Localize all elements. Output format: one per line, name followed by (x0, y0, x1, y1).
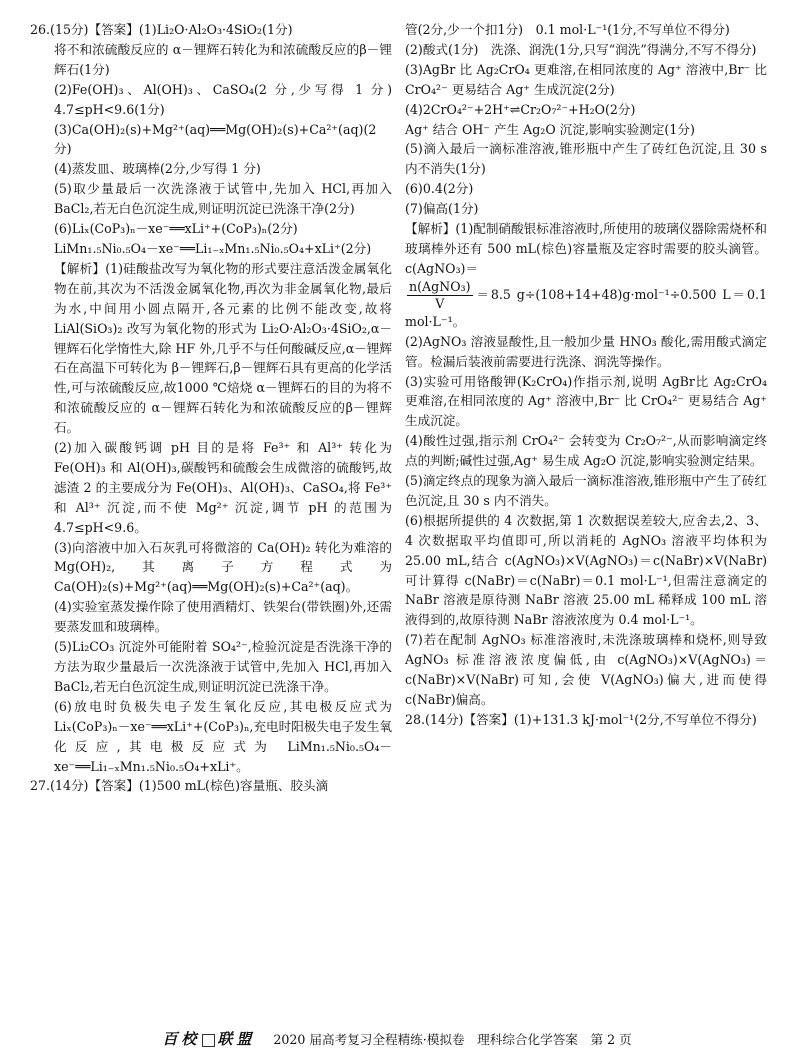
paragraph: (6)根据所提供的 4 次数据,第 1 次数据误差较大,应舍去,2、3、4 次数据取平均值即可,所以消耗的 AgNO₃ 溶液平均体积为 25.00 mL,结合 c(AgNO₃)×V(AgNO₃)＝c(NaBr)×V(NaBr)可计算得 c(NaBr)＝c(NaBr)＝0.1 mol·L⁻¹,但需注意滴定的 NaBr 溶液是原待测 NaBr 溶液 25.00 mL 稀释成 100 mL 溶液得到的,故原待测 NaBr 溶液浓度为 0.4 mol·L⁻¹。 (405, 512, 767, 628)
paragraph: (2)Fe(OH)₃、Al(OH)₃、CaSO₄(2 分,少写得 1 分) 4.7≤pH<9.6(1分) (54, 81, 405, 117)
paragraph: Ag⁺ 结合 OH⁻ 产生 Ag₂O 沉淀,影响实验测定(1分) (405, 121, 695, 137)
paragraph: 将不和浓硫酸反应的 α－锂辉石转化为和浓硫酸反应的β－锂辉石(1分) (54, 41, 392, 77)
paragraph: (3)实验可用铬酸钾(K₂CrO₄)作指示剂,说明 AgBr比 Ag₂CrO₄ 更难溶,在相同浓度的 Ag⁺ 溶液中,Br⁻ 比 CrO₄²⁻ 更易结合 Ag⁺ 生成沉淀。 (405, 373, 767, 429)
paragraph: (3)AgBr 比 Ag₂CrO₄ 更难溶,在相同浓度的 Ag⁺ 溶液中,Br⁻ 比 CrO₄²⁻ 更易结合 Ag⁺ 生成沉淀(2分) (405, 61, 767, 97)
formula-rest: ＝8.5 g÷(108+14+48)g·mol⁻¹÷0.500 L＝0.1 mol·L⁻¹。 (405, 286, 767, 329)
paragraph: (5)滴定终点的现象为滴入最后一滴标准溶液,锥形瓶中产生了砖红色沉淀,且 30 s 内不消失。 (405, 473, 767, 508)
paragraph: (3)Ca(OH)₂(s)+Mg²⁺(aq)══Mg(OH)₂(s)+Ca²⁺(aq)(2分) (54, 121, 377, 157)
paragraph: 28.(14分)【答案】(1)+131.3 kJ·mol⁻¹(2分,不写单位不得分) (405, 711, 757, 727)
paragraph: 【解析】(1)硅酸盐改写为氧化物的形式要注意活泼金属氧化物在前,其次为不活泼金属氧化物,再次为非金属氧化物,最后为水,中间用小圆点隔开,各元素的比例不能改变,故将 LiAl(SiO₃)₂ 改写为氧化物的形式为 Li₂O·Al₂O₃·4SiO₂,α－锂辉石化学惰性大,除 HF 外,几乎不与任何酸碱反应,α－锂辉石在高温下可转化为 β－锂辉石,β－锂辉石具有更高的化学活性,可与浓硫酸反应,故1000 ℃焙烧 α－锂辉石的目的为将不和浓硫酸反应的 α－锂辉石转化为和浓硫酸反应的β－锂辉石。 (54, 260, 392, 436)
right-column-part-a (405, 20, 767, 279)
paragraph: 【解析】(1)配制硝酸银标准溶液时,所使用的玻璃仪器除需烧杯和玻璃棒外还有 500 mL(棕色)容量瓶及定容时需要的胶头滴管。c(AgNO₃)＝ (405, 221, 767, 276)
paragraph: (7)偏高(1分) (405, 201, 479, 217)
concentration-formula (405, 279, 767, 332)
footer-text: 2020 届高考复习全程精练·模拟卷 理科综合化学答案 第 2 页 (273, 1032, 632, 1047)
paragraph: (4)蒸发皿、玻璃棒(2分,少写得 1 分) (54, 161, 261, 177)
brand-logo: 百校 联盟 (162, 1030, 256, 1048)
page-footer (0, 1026, 794, 1052)
paragraph: (4)酸性过强,指示剂 CrO₄²⁻ 会转变为 Cr₂O₇²⁻,从而影响滴定终点的判断;碱性过强,Ag⁺ 易生成 Ag₂O 沉淀,影响实验测定结果。 (405, 433, 767, 469)
right-column-part-b (405, 332, 767, 730)
paragraph: (6)放电时负极失电子发生氧化反应,其电极反应式为 Liₓ(CoP₃)ₙ－xe⁻══xLi⁺+(CoP₃)ₙ,充电时阳极失电子发生氧化反应,其电极反应式为 LiMn₁.₅Ni₀.₅O₄－xe⁻══Li₁₋ₓMn₁.₅Ni₀.₅O₄+xLi⁺。 (54, 698, 392, 774)
paragraph: (6)0.4(2分) (405, 181, 474, 197)
paragraph: (7)若在配制 AgNO₃ 标准溶液时,未洗涤玻璃棒和烧杯,则导致 AgNO₃ 标准溶液浓度偏低,由 c(AgNO₃)×V(AgNO₃)＝c(NaBr)×V(NaBr)可知,会使 V(AgNO₃)偏大,进而使得 c(NaBr)偏高。 (405, 632, 767, 707)
fraction-numerator: n(AgNO₃) (409, 278, 471, 294)
paragraph: (2)加入碳酸钙调 pH 目的是将 Fe³⁺ 和 Al³⁺ 转化为Fe(OH)₃ 和 Al(OH)₃,碳酸钙和硫酸会生成微溶的硫酸钙,故滤渣 2 的主要成分为 Fe(OH)₃、Al(OH)₃、CaSO₄,将 Fe³⁺ 和 Al³⁺ 沉淀,而不使 Mg²⁺ 沉淀,调节 pH 的范围为 4.7≤pH<9.6。 (54, 440, 392, 535)
paragraph: LiMn₁.₅Ni₀.₅O₄－xe⁻══Li₁₋ₓMn₁.₅Ni₀.₅O₄+xLi⁺(2分) (54, 240, 372, 256)
paragraph: (4)2CrO₄²⁻+2H⁺⇌Cr₂O₇²⁻+H₂O(2分) (405, 101, 636, 117)
paragraph: (4)实验室蒸发操作除了使用酒精灯、铁架台(带铁圈)外,还需要蒸发皿和玻璃棒。 (54, 599, 392, 635)
paragraph: 26.(15分)【答案】(1)Li₂O·Al₂O₃·4SiO₂(1分) (30, 22, 293, 37)
paragraph: (2)AgNO₃ 溶液显酸性,且一般加少量 HNO₃ 酸化,需用酸式滴定管。检漏后装液前需要进行洗涤、润洗等操作。 (405, 333, 767, 369)
right-column (405, 20, 767, 1020)
paragraph: 管(2分,少一个扣1分) 0.1 mol·L⁻¹(1分,不写单位不得分) (405, 22, 730, 37)
paragraph: 27.(14分)【答案】(1)500 mL(棕色)容量瓶、胶头滴 (30, 778, 329, 794)
paragraph: (5)取少量最后一次洗涤液于试管中,先加入 HCl,再加入 BaCl₂,若无白色沉淀生成,则证明沉淀已洗涤干净(2分) (54, 181, 392, 217)
paragraph: (2)酸式(1分) 洗涤、润洗(1分,只写“润洗”得满分,不写不得分) (405, 41, 757, 57)
fraction (407, 279, 473, 312)
paragraph: (3)向溶液中加入石灰乳可将微溶的 Ca(OH)₂ 转化为难溶的 Mg(OH)₂,其离子方程式为 Ca(OH)₂(s)+Mg²⁺(aq)══Mg(OH)₂(s)+Ca²⁺(aq)。 (54, 539, 392, 595)
fraction-denominator: V (435, 295, 445, 311)
paragraph: (5)Li₂CO₃ 沉淀外可能附着 SO₄²⁻,检验沉淀是否洗涤干净的方法为取少量最后一次洗涤液于试管中,先加入 HCl,再加入 BaCl₂,若无白色沉淀生成,则证明沉淀已洗涤干净。 (54, 639, 392, 694)
left-column (30, 20, 405, 1020)
paragraph: (6)Liₓ(CoP₃)ₙ－xe⁻══xLi⁺+(CoP₃)ₙ(2分) (54, 221, 298, 237)
paragraph: (5)滴入最后一滴标准溶液,锥形瓶中产生了砖红色沉淀,且 30 s 内不消失(1分) (405, 141, 767, 177)
